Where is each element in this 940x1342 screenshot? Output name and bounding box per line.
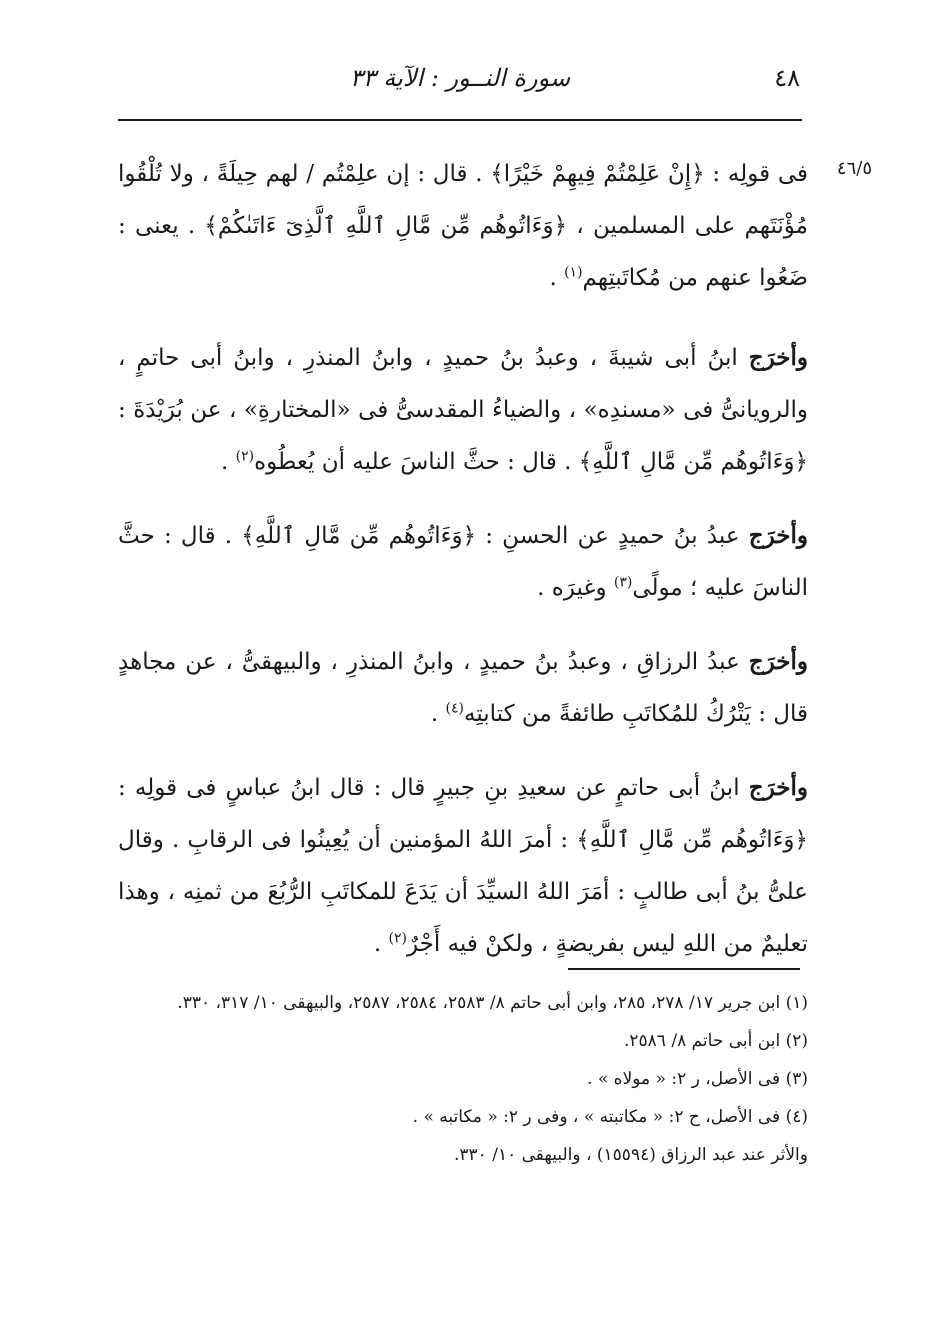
- paragraph: [118, 510, 808, 614]
- footnote: (٢) ابن أبى حاتم ٨/ ٢٥٨٦.: [623, 1031, 808, 1051]
- paragraph-end: .: [221, 449, 236, 475]
- header-rule: [118, 119, 802, 121]
- paragraph: [118, 762, 808, 970]
- footnote-marker: (٤): [445, 700, 464, 717]
- page-number: ٤٨: [774, 64, 800, 92]
- paragraph-lead: وأخرَج: [748, 774, 808, 801]
- paragraph-lead: وأخرَج: [748, 522, 808, 549]
- footnote: (٤) فى الأصل، ح ٢: « مكاتبته » ، وفى ر ٢: « مكاتبه » .: [412, 1107, 808, 1127]
- margin-reference: ٤٦/٥: [836, 158, 872, 179]
- footnote: والأثر عند عبد الرزاق (١٥٥٩٤) ، والبيهقى ١٠/ ٣٣٠.: [454, 1145, 808, 1165]
- paragraph: [118, 636, 808, 740]
- footnote-marker: (٢): [235, 448, 255, 465]
- paragraph-text: ابنُ أبى شيبةَ ، وعبدُ بنُ حميدٍ ، وابنُ المنذرِ ، وابنُ أبى حاتمٍ ، والرويانىُّ فى «مسندِه» ، والضياءُ المقدسىُّ فى «المختارةِ» ، عن بُرَيْدَةَ : ﴿وَءَاتُوهُم مِّن مَّالِ ٱللَّهِ﴾ . قال : حثَّ الناسَ عليه أن يُعطُوه: [118, 345, 808, 475]
- footnote-marker: (٣): [613, 574, 633, 591]
- footnotes: [118, 984, 808, 1174]
- footnote: (١) ابن جرير ١٧/ ٢٧٨، ٢٨٥، وابن أبى حاتم ٨/ ٢٥٨٣، ٢٥٨٤، ٢٥٨٧، والبيهقى ١٠/ ٣١٧، ٣٣٠.: [177, 993, 808, 1013]
- page-header: [120, 62, 800, 106]
- paragraph-text: فى قولِه : ﴿إِنْ عَلِمْتُمْ فِيهِمْ خَيْرًا﴾ . قال : إن علِمْتُم / لهم حِيلَةً ، ولا تُلْقُوا مُؤْنَتَهم على المسلمين ، ﴿وَءَاتُوهُم مِّن مَّالِ ٱللَّهِ ٱلَّذِىٓ ءَاتَىٰكُمْ﴾ . يعنى : ضَعُوا عنهم من مُكاتَبتِهم: [118, 161, 808, 291]
- running-title: سورة النــور : الآية ٣٣: [349, 64, 571, 92]
- paragraph-text: عبدُ الرزاقِ ، وعبدُ بنُ حميدٍ ، وابنُ المنذرِ ، والبيهقىُّ ، عن مجاهدٍ قال : يَتْرُكُ للمُكاتَبِ طائفةً من كتابتِه: [118, 649, 808, 727]
- paragraph-end: .: [549, 265, 565, 291]
- footnote-marker: (٢): [388, 930, 407, 947]
- paragraph-text: ابنُ أبى حاتمٍ عن سعيدِ بنِ جبيرٍ قال : قال ابنُ عباسٍ فى قولِه : ﴿وَءَاتُوهُم مِّن مَّالِ ٱللَّهِ﴾ : أمرَ اللهُ المؤمنين أن يُعِينُوا فى الرقابِ . وقال علىُّ بنُ أبى طالبٍ : أمَرَ اللهُ السيِّدَ أن يَدَعَ للمكاتَبِ الرُّبُعَ من ثمنِه ، وهذا تعليمٌ من اللهِ ليس بفريضةٍ ، ولكنْ فيه أَجْرٌ: [118, 775, 808, 957]
- paragraph-lead: وأخرَج: [748, 648, 808, 675]
- paragraph-text: عبدُ بنُ حميدٍ عن الحسنِ : ﴿وَءَاتُوهُم مِّن مَّالِ ٱللَّهِ﴾ . قال : حثَّ الناسَ عليه ؛ مولًى: [118, 523, 808, 601]
- footnote-marker: (١): [564, 264, 583, 281]
- paragraph-end: .: [373, 931, 389, 957]
- paragraph: [118, 148, 808, 304]
- paragraph-lead: وأخرَج: [748, 344, 808, 371]
- main-text: [118, 148, 808, 992]
- paragraph: [118, 332, 808, 488]
- paragraph-end: وغيرَه .: [537, 575, 614, 601]
- footnote: (٣) فى الأصل، ر ٢: « مولاه » .: [587, 1069, 808, 1089]
- footnote-rule: [568, 968, 800, 970]
- paragraph-end: .: [430, 701, 446, 727]
